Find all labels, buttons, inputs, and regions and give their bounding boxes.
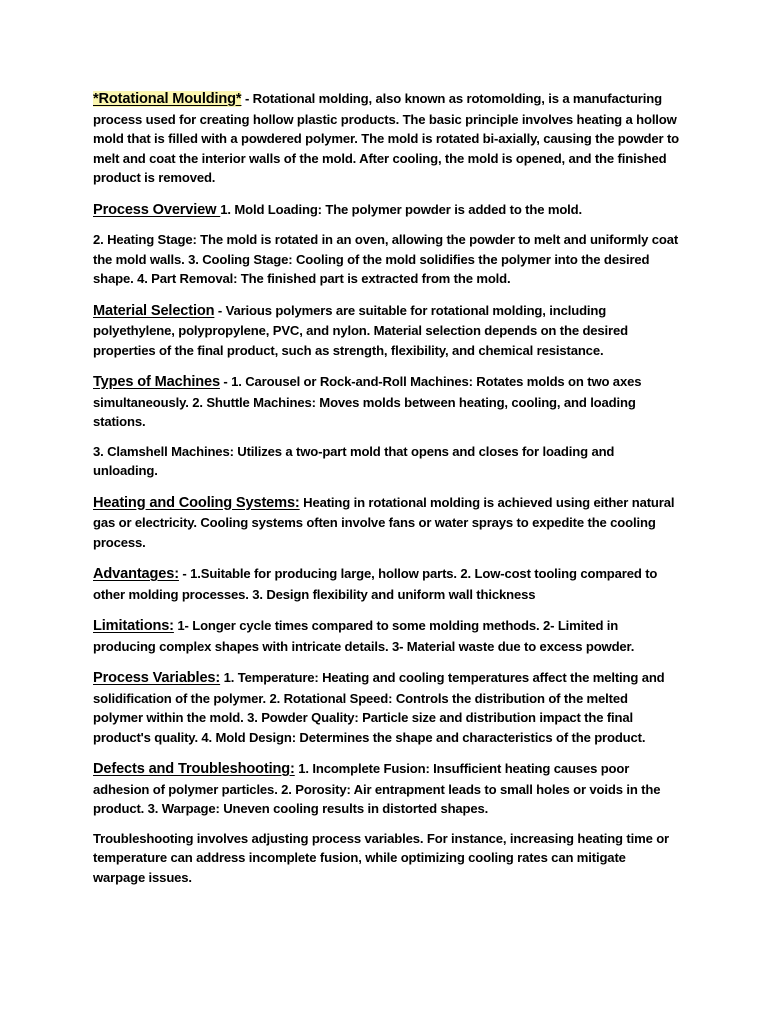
- heading-types-of-machines: Types of Machines: [93, 374, 220, 390]
- paragraph-body: Heating in rotational molding is achieved using either natural gas or electricity. Cooling systems often involve fans or water sprays to expedite the cooling process.: [93, 494, 675, 550]
- paragraph-troubleshooting: [93, 829, 681, 888]
- paragraph-advantages: [93, 564, 681, 604]
- heading-material-selection: Material Selection: [93, 302, 215, 319]
- paragraph-body: 1- Longer cycle times compared to some molding methods. 2- Limited in producing complex shapes with intricate details. 3- Material waste due to excess powder.: [93, 618, 635, 654]
- heading-rotational-moulding: *Rotational Moulding*: [93, 91, 242, 107]
- paragraph-material-selection: [93, 301, 681, 361]
- heading-limitations: Limitations:: [93, 618, 174, 634]
- paragraph-body: Troubleshooting involves adjusting process variables. For instance, increasing heating time or temperature can address incomplete fusion, while optimizing cooling rates can mitigate warpage issues.: [93, 830, 669, 885]
- heading-separator: -: [219, 374, 232, 389]
- paragraph-heating-cooling: [93, 493, 681, 553]
- paragraph-body: 3. Clamshell Machines: Utilizes a two-part mold that opens and closes for loading and unloading.: [93, 443, 615, 478]
- paragraph-rotational-moulding: [93, 89, 681, 188]
- paragraph-clamshell-machines: [93, 442, 681, 481]
- heading-separator: -: [241, 91, 253, 106]
- paragraph-types-of-machines: [93, 372, 681, 432]
- heading-heating-cooling: Heating and Cooling Systems:: [93, 494, 300, 511]
- paragraph-process-stages: [93, 230, 681, 289]
- paragraph-body: 1. Temperature: Heating and cooling temperatures affect the melting and solidification of the polymer. 2. Rotational Speed: Controls the distribution of the melted polymer within the mold. 3. Powder Quality: Particle size and distribution impact the final product's quality. 4. Mold Design: Determines the shape and characteristics of the product.: [93, 670, 665, 745]
- paragraph-defects-troubleshooting: [93, 759, 681, 819]
- heading-advantages: Advantages:: [93, 566, 179, 582]
- heading-separator: -: [214, 302, 226, 318]
- paragraph-limitations: [93, 616, 681, 656]
- paragraph-body: Rotational molding, also known as rotomolding, is a manufacturing process used for creating hollow plastic products. The basic principle involves heating a hollow mold that is filled with a powdered polymer. The mold is rotated bi-axially, causing the powder to melt and coat the interior walls of the mold. After cooling, the mold is opened, and the finished product is removed.: [93, 91, 680, 185]
- heading-separator: -: [178, 566, 191, 581]
- paragraph-process-overview: [93, 200, 681, 221]
- paragraph-body: 2. Heating Stage: The mold is rotated in an oven, allowing the powder to melt and uniformly coat the mold walls. 3. Cooling Stage: Cooling of the mold solidifies the polymer into the desired shape. 4. Part Removal: The finished part is extracted from the mold.: [93, 232, 679, 286]
- paragraph-body: 1. Incomplete Fusion: Insufficient heating causes poor adhesion of polymer particles. 2. Porosity: Air entrapment leads to small holes or voids in the product. 3. Warpage: Uneven cooling results in distorted shapes.: [93, 761, 661, 816]
- heading-process-overview: Process Overview: [93, 201, 221, 218]
- paragraph-body: 1. Mold Loading: The polymer powder is added to the mold.: [220, 201, 582, 217]
- paragraph-body: Various polymers are suitable for rotational molding, including polyethylene, polypropylene, PVC, and nylon. Material selection depends on the desired properties of the final product, such as strength, flexibility, and chemical resistance.: [93, 302, 628, 358]
- heading-process-variables: Process Variables:: [93, 670, 221, 686]
- paragraph-process-variables: [93, 668, 681, 747]
- paragraph-body: 1. Carousel or Rock-and-Roll Machines: Rotates molds on two axes simultaneously. 2. Shuttle Machines: Moves molds between heating, cooling, and loading stations.: [93, 374, 642, 429]
- paragraph-body: 1.Suitable for producing large, hollow parts. 2. Low-cost tooling compared to other molding processes. 3. Design flexibility and uniform wall thickness: [93, 566, 658, 602]
- heading-defects-troubleshooting: Defects and Troubleshooting:: [93, 761, 295, 777]
- document-page: [93, 89, 681, 897]
